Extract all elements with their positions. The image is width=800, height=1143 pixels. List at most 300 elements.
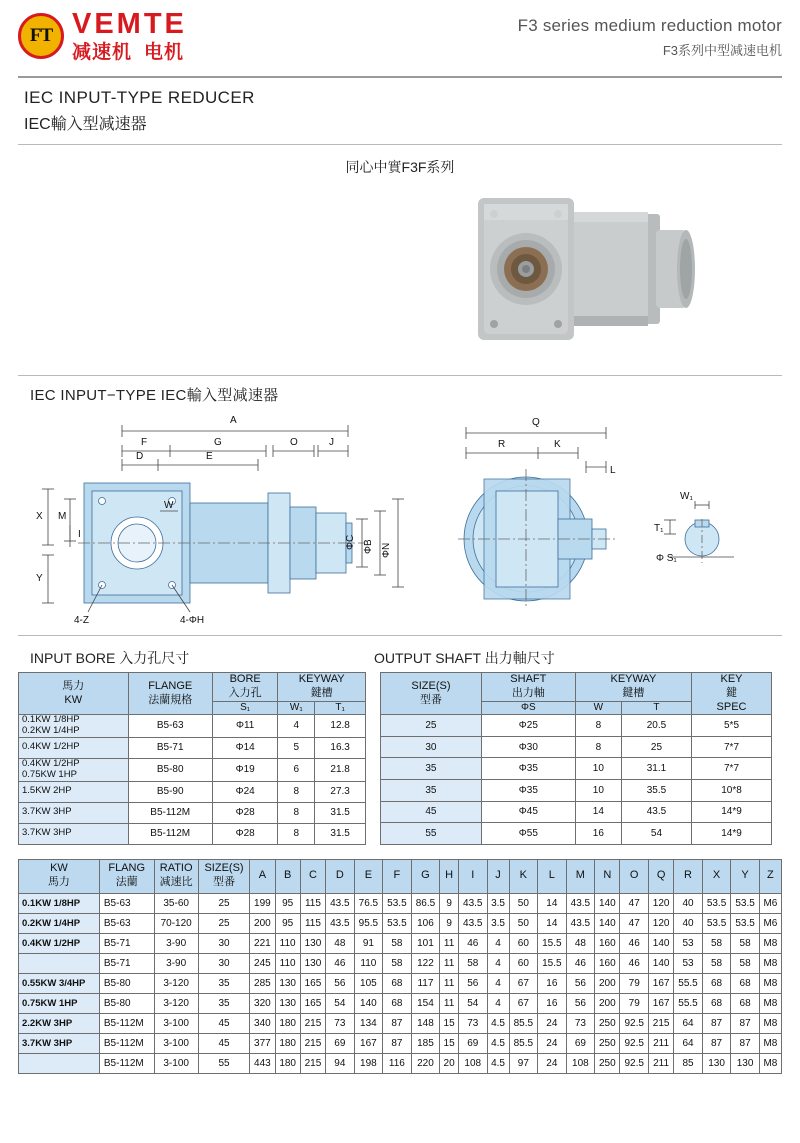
th-ratio-l1: RATIO [159, 862, 193, 875]
cell-dim-j: 4 [487, 953, 509, 973]
th-flange [128, 673, 212, 715]
cell-t1: 12.8 [315, 715, 366, 738]
cell-kw: 0.4KW 1/2HP [19, 933, 100, 953]
cell-w1: 4 [278, 715, 315, 738]
cell-dim-c: 115 [300, 913, 325, 933]
cell-dim-n: 200 [595, 993, 620, 1013]
svg-text:A: A [230, 415, 237, 426]
th-dim-a: A [250, 859, 275, 893]
table-row [381, 736, 772, 758]
main-dimension-table [18, 859, 782, 1074]
cell-dim-b: 180 [275, 1053, 300, 1073]
th-phis: ΦS [481, 701, 575, 715]
cell-dim-z: M6 [759, 913, 781, 933]
cell-size: 55 [198, 1053, 249, 1073]
cell-dim-y: 58 [731, 953, 760, 973]
cell-dim-f: 58 [383, 953, 412, 973]
cell-dim-l: 24 [538, 1013, 567, 1033]
cell-ratio: 3-90 [154, 953, 198, 973]
brand-cn-part1: 减速机 [72, 42, 133, 63]
cell-flange: B5-90 [128, 781, 212, 802]
cell-dim-l: 14 [538, 913, 567, 933]
cell-shaft: Φ35 [481, 780, 575, 802]
table-header-row [381, 673, 772, 702]
table-row [381, 758, 772, 780]
cell-dim-q: 211 [648, 1033, 673, 1053]
cell-ratio: 3-100 [154, 1053, 198, 1073]
cell-t: 43.5 [621, 801, 691, 823]
cell-dim-a: 443 [250, 1053, 275, 1073]
th-size [381, 673, 482, 715]
cell-dim-g: 106 [411, 913, 440, 933]
drawing-panel-title: IEC INPUT−TYPE IEC輸入型减速器 [30, 387, 279, 404]
page-header [18, 10, 782, 72]
cell-flange: B5-71 [99, 933, 154, 953]
svg-text:D: D [136, 451, 144, 462]
cell-kw: 0.75KW 1HP [19, 993, 100, 1013]
cell-dim-n: 160 [595, 953, 620, 973]
table-row [381, 823, 772, 845]
th-dim-h: H [440, 859, 459, 893]
cell-dim-y: 87 [731, 1013, 760, 1033]
cell-dim-g: 220 [411, 1053, 440, 1073]
svg-text:K: K [554, 439, 561, 450]
cell-dim-k: 85.5 [509, 1033, 538, 1053]
cell-dim-h: 9 [440, 893, 459, 913]
cell-ratio: 3-90 [154, 933, 198, 953]
th-flange-l2: 法蘭 [115, 876, 138, 889]
cell-dim-h: 11 [440, 993, 459, 1013]
table-row [19, 1013, 782, 1033]
table-row [19, 993, 782, 1013]
svg-text:F: F [141, 437, 148, 448]
cell-dim-k: 50 [509, 913, 538, 933]
cell-dim-a: 320 [250, 993, 275, 1013]
cell-dim-l: 15.5 [538, 933, 567, 953]
cell-dim-h: 11 [440, 973, 459, 993]
cell-dim-r: 53 [674, 933, 703, 953]
cell-dim-l: 24 [538, 1033, 567, 1053]
cell-dim-x: 68 [702, 973, 731, 993]
cell-kw [19, 1053, 100, 1073]
document-title-en: F3 series medium reduction motor [517, 16, 782, 35]
th-dim-m: M [566, 859, 595, 893]
cell-w: 8 [575, 715, 621, 737]
cell-dim-i: 69 [459, 1033, 488, 1053]
th-flange [99, 859, 154, 893]
cell-dim-m: 43.5 [566, 913, 595, 933]
th-keyway [278, 673, 366, 702]
table-row [19, 802, 366, 823]
cell-dim-i: 46 [459, 933, 488, 953]
logo-initials: FT [29, 25, 53, 46]
cell-size: 35 [198, 993, 249, 1013]
th-flange-l1: FLANG [108, 862, 146, 875]
cell-dim-j: 3.5 [487, 913, 509, 933]
cell-w: 10 [575, 758, 621, 780]
cell-dim-y: 53.5 [731, 913, 760, 933]
cell-dim-c: 130 [300, 933, 325, 953]
cell-t: 25 [621, 736, 691, 758]
cell-dim-q: 140 [648, 933, 673, 953]
cell-dim-n: 140 [595, 913, 620, 933]
cell-dim-q: 120 [648, 893, 673, 913]
cell-dim-y: 68 [731, 993, 760, 1013]
cell-dim-q: 140 [648, 953, 673, 973]
cell-dim-r: 53 [674, 953, 703, 973]
table-row [381, 715, 772, 737]
cell-shaft: Φ45 [481, 801, 575, 823]
th-s1: S₁ [212, 701, 277, 715]
cell-dim-l: 16 [538, 973, 567, 993]
cell-dim-c: 215 [300, 1053, 325, 1073]
cell-dim-c: 215 [300, 1033, 325, 1053]
gearbox-photo [448, 184, 718, 354]
th-t: T [621, 701, 691, 715]
cell-dim-i: 108 [459, 1053, 488, 1073]
cell-dim-f: 87 [383, 1013, 412, 1033]
cell-dim-k: 97 [509, 1053, 538, 1073]
cell-w1: 8 [278, 781, 315, 802]
cell-dim-r: 64 [674, 1033, 703, 1053]
technical-drawing [18, 407, 782, 635]
company-logo-icon [18, 13, 64, 59]
cell-w1: 5 [278, 737, 315, 758]
table-row [19, 823, 366, 844]
cell-dim-a: 377 [250, 1033, 275, 1053]
th-dim-g: G [411, 859, 440, 893]
section-title-cn: IEC輸入型减速器 [24, 116, 147, 133]
cell-kw [19, 715, 129, 738]
svg-text:R: R [498, 439, 506, 450]
kw-line: 0.1KW 1/8HP [22, 714, 80, 725]
cell-kw: 3.7KW 3HP [19, 1033, 100, 1053]
svg-text:J: J [329, 437, 334, 448]
th-dim-n: N [595, 859, 620, 893]
cell-flange: B5-63 [128, 715, 212, 738]
cell-kw [19, 823, 129, 844]
svg-text:I: I [78, 529, 81, 540]
svg-text:ΦB: ΦB [363, 539, 374, 554]
output-shaft-caption: OUTPUT SHAFT 出力軸尺寸 [374, 650, 555, 666]
cell-dim-j: 4.5 [487, 1033, 509, 1053]
cell-dim-x: 58 [702, 953, 731, 973]
cell-dim-m: 108 [566, 1053, 595, 1073]
cell-dim-m: 43.5 [566, 893, 595, 913]
cell-dim-n: 140 [595, 893, 620, 913]
th-key-l2: 鍵 [726, 686, 738, 699]
th-kw-l1: KW [50, 862, 68, 875]
th-bore [212, 673, 277, 702]
kw-line: 1.5KW 2HP [22, 785, 72, 797]
cell-dim-c: 115 [300, 893, 325, 913]
cell-dim-f: 58 [383, 933, 412, 953]
cell-dim-y: 58 [731, 933, 760, 953]
input-bore-table [18, 672, 366, 845]
cell-dim-r: 55.5 [674, 993, 703, 1013]
photo-caption: 同心中實F3F系列 [345, 159, 455, 175]
cell-spec: 14*9 [692, 823, 772, 845]
cell-dim-d: 48 [326, 933, 355, 953]
cell-spec: 7*7 [692, 758, 772, 780]
kw-line: 0.75KW 1HP [22, 768, 77, 780]
table-row [19, 1053, 782, 1073]
cell-t: 20.5 [621, 715, 691, 737]
product-photo-block [18, 179, 782, 369]
cell-dim-m: 56 [566, 993, 595, 1013]
cell-ratio: 3-100 [154, 1033, 198, 1053]
cell-dim-e: 95.5 [354, 913, 383, 933]
cell-size: 30 [381, 736, 482, 758]
th-flange-l2: 法蘭規格 [148, 693, 193, 706]
cell-dim-n: 250 [595, 1033, 620, 1053]
cell-size: 30 [198, 933, 249, 953]
cell-spec: 10*8 [692, 780, 772, 802]
cell-kw: 2.2KW 3HP [19, 1013, 100, 1033]
cell-dim-z: M8 [759, 993, 781, 1013]
cell-dim-a: 245 [250, 953, 275, 973]
cell-flange: B5-63 [99, 913, 154, 933]
cell-dim-l: 14 [538, 893, 567, 913]
cell-dim-x: 58 [702, 933, 731, 953]
cell-dim-j: 4.5 [487, 1053, 509, 1073]
cell-dim-q: 211 [648, 1053, 673, 1073]
cell-dim-f: 87 [383, 1033, 412, 1053]
cell-dim-e: 105 [354, 973, 383, 993]
table-row [19, 758, 366, 781]
svg-text:W: W [164, 500, 174, 511]
th-keyway-l1: KEYWAY [610, 673, 657, 686]
cell-dim-x: 87 [702, 1013, 731, 1033]
svg-text:W₁: W₁ [680, 491, 693, 502]
kw-line: 0.4KW 1/2HP [22, 757, 80, 769]
cell-flange: B5-112M [128, 823, 212, 844]
cell-w1: 6 [278, 758, 315, 781]
cell-dim-x: 53.5 [702, 893, 731, 913]
cell-dim-y: 87 [731, 1033, 760, 1053]
cell-dim-b: 110 [275, 953, 300, 973]
svg-text:L: L [610, 465, 616, 476]
cell-w1: 8 [278, 802, 315, 823]
kw-line: 3.7KW 3HP [22, 827, 72, 839]
svg-text:4-ΦH: 4-ΦH [180, 615, 205, 626]
cell-dim-a: 199 [250, 893, 275, 913]
th-dim-l: L [538, 859, 567, 893]
cell-size: 45 [381, 801, 482, 823]
th-dim-k: K [509, 859, 538, 893]
cell-kw [19, 781, 129, 802]
cell-dim-j: 3.5 [487, 893, 509, 913]
cell-dim-e: 76.5 [354, 893, 383, 913]
cell-bore: Φ24 [212, 781, 277, 802]
th-dim-c: C [300, 859, 325, 893]
th-keyway-l2: 鍵槽 [310, 686, 333, 699]
cell-size: 45 [198, 1033, 249, 1053]
th-w1: W₁ [278, 701, 315, 715]
cell-dim-o: 47 [620, 913, 649, 933]
th-size-l1: SIZE(S) [204, 862, 244, 875]
cell-dim-d: 73 [326, 1013, 355, 1033]
svg-text:Φ S₁: Φ S₁ [656, 553, 677, 564]
cell-dim-g: 101 [411, 933, 440, 953]
cell-ratio: 3-120 [154, 973, 198, 993]
cell-bore: Φ14 [212, 737, 277, 758]
th-dim-x: X [702, 859, 731, 893]
th-t1: T₁ [315, 701, 366, 715]
cell-dim-x: 130 [702, 1053, 731, 1073]
cell-dim-e: 198 [354, 1053, 383, 1073]
cell-spec: 7*7 [692, 736, 772, 758]
cell-ratio: 35-60 [154, 893, 198, 913]
cell-dim-z: M8 [759, 953, 781, 973]
cell-dim-d: 94 [326, 1053, 355, 1073]
th-dim-z: Z [759, 859, 781, 893]
svg-text:M: M [58, 511, 67, 522]
table-row [381, 780, 772, 802]
th-dim-i: I [459, 859, 488, 893]
table-row [19, 715, 366, 738]
cell-size: 25 [381, 715, 482, 737]
cell-t: 35.5 [621, 780, 691, 802]
svg-text:Y: Y [36, 573, 43, 584]
table-row [19, 1033, 782, 1053]
cell-dim-f: 116 [383, 1053, 412, 1073]
cell-dim-o: 47 [620, 893, 649, 913]
th-dim-o: O [620, 859, 649, 893]
cell-dim-q: 167 [648, 993, 673, 1013]
cell-dim-m: 48 [566, 933, 595, 953]
cell-dim-i: 58 [459, 953, 488, 973]
cell-dim-j: 4.5 [487, 1013, 509, 1033]
cell-dim-z: M8 [759, 1053, 781, 1073]
table-row [19, 973, 782, 993]
cell-dim-q: 215 [648, 1013, 673, 1033]
th-kw-l2: 馬力 [47, 876, 70, 889]
small-tables-row [18, 672, 782, 845]
cell-dim-o: 92.5 [620, 1013, 649, 1033]
cell-spec: 5*5 [692, 715, 772, 737]
cell-dim-g: 185 [411, 1033, 440, 1053]
cell-flange: B5-112M [99, 1053, 154, 1073]
th-keyway-l1: KEYWAY [298, 673, 345, 685]
cell-dim-l: 24 [538, 1053, 567, 1073]
th-dim-d: D [326, 859, 355, 893]
cell-dim-x: 53.5 [702, 913, 731, 933]
cell-kw [19, 737, 129, 758]
cell-dim-l: 15.5 [538, 953, 567, 973]
svg-text:Q: Q [532, 417, 540, 428]
cell-dim-z: M6 [759, 893, 781, 913]
cell-size: 25 [198, 913, 249, 933]
cell-dim-a: 200 [250, 913, 275, 933]
brand-block [18, 10, 187, 62]
svg-text:T₁: T₁ [654, 523, 664, 534]
th-ratio-l2: 减速比 [159, 876, 193, 889]
cell-dim-k: 60 [509, 933, 538, 953]
cell-dim-d: 43.5 [326, 893, 355, 913]
table-row [381, 801, 772, 823]
cell-dim-g: 86.5 [411, 893, 440, 913]
cell-dim-d: 69 [326, 1033, 355, 1053]
brand-name-cn [72, 43, 187, 62]
kw-line: 0.4KW 1/2HP [22, 741, 80, 753]
cell-dim-f: 68 [383, 973, 412, 993]
cell-dim-l: 16 [538, 993, 567, 1013]
svg-text:ΦN: ΦN [381, 542, 392, 558]
th-dim-y: Y [731, 859, 760, 893]
cell-dim-c: 215 [300, 1013, 325, 1033]
cell-dim-m: 46 [566, 953, 595, 973]
cell-flange: B5-112M [99, 1013, 154, 1033]
brand-name-en: VEMTE [72, 8, 187, 40]
brand-text [72, 10, 187, 62]
cell-bore: Φ28 [212, 823, 277, 844]
svg-text:ΦC: ΦC [345, 534, 356, 550]
svg-text:E: E [206, 451, 213, 462]
cell-shaft: Φ30 [481, 736, 575, 758]
th-key-spec: SPEC [716, 700, 747, 713]
input-bore-caption: INPUT BORE 入力孔尺寸 [30, 650, 190, 666]
cell-shaft: Φ35 [481, 758, 575, 780]
cell-dim-d: 43.5 [326, 913, 355, 933]
cell-dim-r: 40 [674, 893, 703, 913]
cell-w1: 8 [278, 823, 315, 844]
th-ratio [154, 859, 198, 893]
cell-dim-a: 340 [250, 1013, 275, 1033]
cell-dim-r: 40 [674, 913, 703, 933]
cell-dim-r: 64 [674, 1013, 703, 1033]
cell-flange: B5-80 [99, 973, 154, 993]
cell-dim-g: 148 [411, 1013, 440, 1033]
cell-dim-z: M8 [759, 1013, 781, 1033]
cell-dim-i: 56 [459, 973, 488, 993]
cell-dim-h: 11 [440, 953, 459, 973]
cell-dim-c: 165 [300, 993, 325, 1013]
cell-dim-h: 9 [440, 913, 459, 933]
th-dim-b: B [275, 859, 300, 893]
table-row [19, 953, 782, 973]
cell-dim-r: 55.5 [674, 973, 703, 993]
section-divider [18, 144, 782, 145]
cell-dim-j: 4 [487, 993, 509, 1013]
cell-kw: 0.2KW 1/4HP [19, 913, 100, 933]
cell-kw: 0.1KW 1/8HP [19, 893, 100, 913]
cell-dim-q: 120 [648, 913, 673, 933]
cell-size: 35 [198, 973, 249, 993]
cell-dim-d: 54 [326, 993, 355, 1013]
table-captions [18, 648, 782, 668]
table-row [19, 893, 782, 913]
cell-dim-h: 20 [440, 1053, 459, 1073]
cell-w: 8 [575, 736, 621, 758]
cell-dim-b: 95 [275, 913, 300, 933]
cell-flange: B5-71 [99, 953, 154, 973]
cell-dim-o: 92.5 [620, 1033, 649, 1053]
cell-dim-k: 67 [509, 973, 538, 993]
header-title-block [518, 10, 782, 59]
kw-line: 0.2KW 1/4HP [22, 724, 80, 736]
th-dim-q: Q [648, 859, 673, 893]
cell-dim-o: 46 [620, 953, 649, 973]
cell-dim-b: 95 [275, 893, 300, 913]
cell-dim-m: 56 [566, 973, 595, 993]
cell-ratio: 3-120 [154, 993, 198, 1013]
th-bore-l2: 入力孔 [228, 686, 262, 699]
cell-size: 55 [381, 823, 482, 845]
th-key [692, 673, 772, 715]
cell-dim-b: 130 [275, 993, 300, 1013]
cell-size: 25 [198, 893, 249, 913]
